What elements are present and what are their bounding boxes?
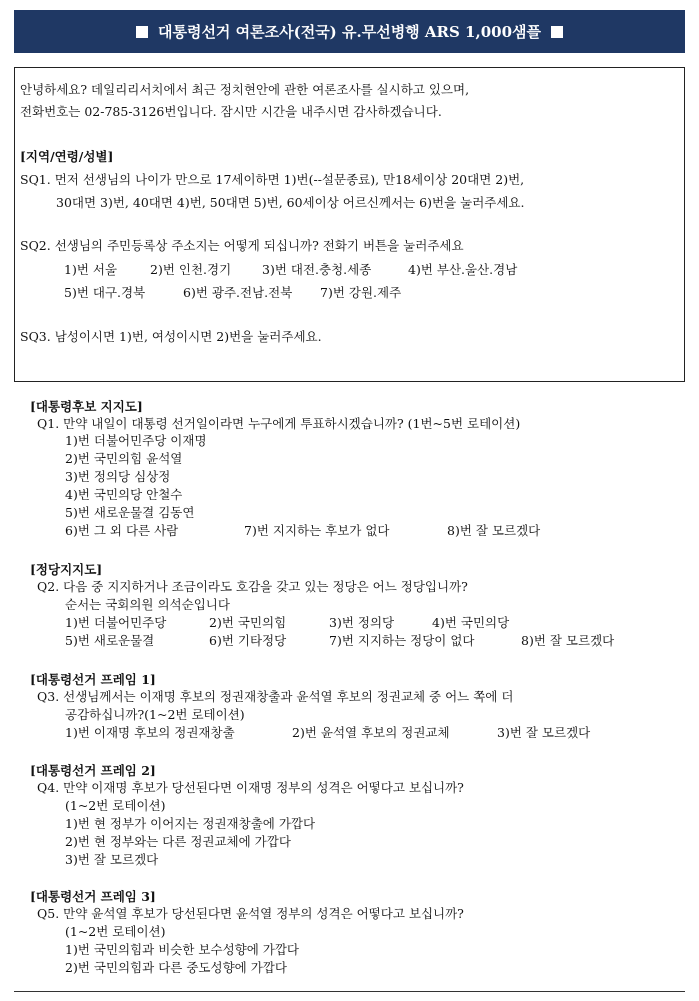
option: 3)번 정의당 심상정	[65, 469, 171, 484]
option: 2)번 국민의힘 윤석열	[65, 451, 183, 466]
option: 2)번 윤석열 후보의 정권교체	[292, 725, 450, 740]
option: 4)번 국민의당 안철수	[65, 487, 183, 502]
question-note: 순서는 국회의원 의석순입니다	[65, 597, 230, 612]
intro-line: 안녕하세요? 데일리리서치에서 최근 정치현안에 관한 여론조사를 실시하고 있으며,	[20, 82, 470, 97]
square-bullet-icon	[551, 26, 563, 38]
option: 5)번 새로운물결 김동연	[65, 505, 195, 520]
survey-title: 대통령선거 여론조사(전국) 유.무선병행 ARS 1,000샘플	[157, 23, 542, 41]
option: 2)번 인천.경기	[150, 262, 232, 277]
section-heading: [대통령후보 지지도]	[30, 399, 143, 414]
option: 8)번 잘 모르겠다	[447, 523, 541, 538]
option: 1)번 더불어민주당	[65, 615, 167, 630]
rotation-note: (1~2번 로테이션)	[65, 798, 166, 813]
question-text: Q4. 만약 이재명 후보가 당선된다면 이재명 정부의 성격은 어떻다고 보십니까?	[37, 780, 464, 795]
option: 7)번 지지하는 정당이 없다	[329, 633, 475, 648]
question-text: 공감하십니까?(1~2번 로테이션)	[65, 707, 245, 722]
option: 3)번 잘 모르겠다	[65, 852, 159, 867]
option: 2)번 국민의힘	[209, 615, 287, 630]
question-text: Q5. 만약 윤석열 후보가 당선된다면 윤석열 정부의 성격은 어떻다고 보십니까?	[37, 906, 464, 921]
option: 7)번 강원.제주	[320, 285, 402, 300]
option: 6)번 그 외 다른 사람	[65, 523, 179, 538]
survey-title-bar	[14, 10, 685, 53]
option: 2)번 국민의힘과 다른 중도성향에 가깝다	[65, 960, 287, 975]
rotation-note: (1~2번 로테이션)	[65, 924, 166, 939]
option: 1)번 국민의힘과 비슷한 보수성향에 가깝다	[65, 942, 299, 957]
section-heading: [정당지지도]	[30, 562, 103, 577]
option: 3)번 정의당	[329, 615, 395, 630]
option: 6)번 광주.전남.전북	[183, 285, 293, 300]
option: 2)번 현 정부와는 다른 정권교체에 가깝다	[65, 834, 291, 849]
option: 1)번 더불어민주당 이재명	[65, 433, 207, 448]
option: 8)번 잘 모르겠다	[521, 633, 615, 648]
question-text: SQ2. 선생님의 주민등록상 주소지는 어떻게 되십니까? 전화기 버튼을 눌러주세요	[20, 238, 464, 253]
question-text: Q1. 만약 내일이 대통령 선거일이라면 누구에게 투표하시겠습니까? (1번~5번 로테이션)	[37, 416, 521, 431]
option: 5)번 새로운물결	[65, 633, 155, 648]
option: 6)번 기타정당	[209, 633, 287, 648]
question-text: 30대면 3)번, 40대면 4)번, 50대면 5)번, 60세이상 어르신께서는 6)번을 눌러주세요.	[56, 195, 525, 210]
option: 7)번 지지하는 후보가 없다	[244, 523, 390, 538]
square-bullet-icon	[136, 26, 148, 38]
intro-line: 전화번호는 02-785-3126번입니다. 잠시만 시간을 내주시면 감사하겠습니다.	[20, 104, 442, 119]
section-heading: [대통령선거 프레임 1]	[30, 672, 156, 687]
section-heading: [대통령선거 프레임 3]	[30, 889, 156, 904]
option: 1)번 서울	[64, 262, 118, 277]
bottom-divider	[14, 991, 685, 992]
question-text: Q2. 다음 중 지지하거나 조금이라도 호감을 갖고 있는 정당은 어느 정당입니까?	[37, 579, 468, 594]
option: 4)번 부산.울산.경남	[408, 262, 518, 277]
question-text: Q3. 선생님께서는 이재명 후보의 정권재창출과 윤석열 후보의 정권교체 중 어느 쪽에 더	[37, 689, 514, 704]
question-text: SQ3. 남성이시면 1)번, 여성이시면 2)번을 눌러주세요.	[20, 329, 322, 344]
option: 3)번 잘 모르겠다	[497, 725, 591, 740]
option: 5)번 대구.경북	[64, 285, 146, 300]
option: 3)번 대전.충청.세종	[262, 262, 372, 277]
question-text: SQ1. 먼저 선생님의 나이가 만으로 17세이하면 1)번(--설문종료), 만18세이상 20대면 2)번,	[20, 172, 525, 187]
option: 4)번 국민의당	[432, 615, 510, 630]
section-heading: [대통령선거 프레임 2]	[30, 763, 156, 778]
option: 1)번 현 정부가 이어지는 정권재창출에 가깝다	[65, 816, 316, 831]
section-heading: [지역/연령/성별]	[20, 149, 114, 164]
option: 1)번 이재명 후보의 정권재창출	[65, 725, 235, 740]
